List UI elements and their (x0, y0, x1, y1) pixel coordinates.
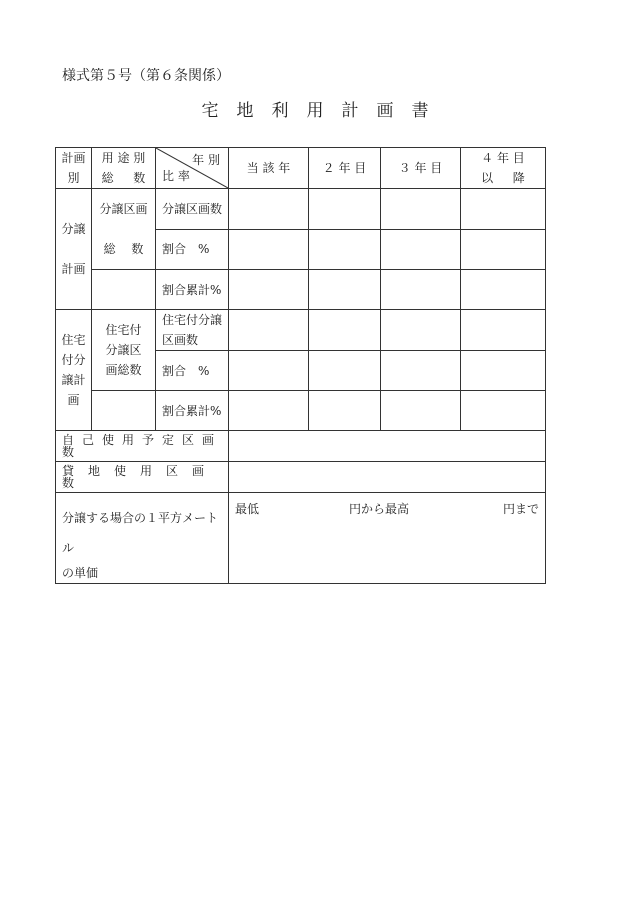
title-char: 用 (306, 101, 324, 121)
value-cell[interactable] (381, 270, 461, 310)
header-year-2: ２ 年 目 (309, 148, 381, 189)
value-cell[interactable] (461, 391, 546, 431)
value-cell[interactable] (381, 310, 461, 351)
value-cell[interactable] (309, 391, 381, 431)
sale-lot-total-label: 分譲区画 総 数 (92, 189, 156, 270)
title-char: 地 (236, 101, 254, 121)
title-char: 画 (376, 101, 394, 121)
unit-price-value[interactable] (229, 493, 546, 584)
row-label: 割合 % (156, 351, 229, 391)
header-year-3: ３ 年 目 (381, 148, 461, 189)
house-sale-lot-total-label: 住宅付 分譲区 画総数 (92, 310, 156, 391)
value-cell[interactable] (381, 391, 461, 431)
unit-price-mid: 円から最高 (349, 502, 410, 516)
lease-lots-value[interactable] (229, 462, 546, 493)
title-char: 宅 (201, 101, 219, 121)
value-cell[interactable] (461, 229, 546, 270)
document-title (0, 96, 630, 121)
value-cell[interactable] (309, 229, 381, 270)
row-label: 割合累計% (156, 391, 229, 431)
unit-price-label: 分譲する場合の１平方メートル の単価 (56, 493, 229, 584)
empty-cell (92, 391, 156, 431)
value-cell[interactable] (309, 189, 381, 230)
row-label: 住宅付分譲 区画数 (156, 310, 229, 351)
value-cell[interactable] (461, 189, 546, 230)
title-char: 利 (271, 101, 289, 121)
table-row (56, 189, 546, 230)
row-label: 分譲区画数 (156, 189, 229, 230)
value-cell[interactable] (309, 351, 381, 391)
header-ratio-label: 比 率 (162, 169, 190, 183)
house-sale-plan-label: 住宅 付分 譲計 画 (56, 310, 92, 431)
self-use-lots-value[interactable] (229, 431, 546, 462)
header-current-year: 当 該 年 (229, 148, 309, 189)
value-cell[interactable] (461, 310, 546, 351)
title-char: 計 (341, 101, 359, 121)
table-row (56, 431, 546, 462)
table-row (56, 391, 546, 431)
sale-plan-label: 分譲 計画 (56, 189, 92, 310)
header-year-label: 年 別 (192, 153, 220, 167)
title-char: 書 (411, 101, 429, 121)
form-number: 様式第５号（第６条関係） (62, 68, 230, 84)
lease-lots-label: 貸地使用区画数 (56, 462, 229, 493)
value-cell[interactable] (229, 189, 309, 230)
value-cell[interactable] (381, 351, 461, 391)
row-label: 割合 % (156, 229, 229, 270)
value-cell[interactable] (461, 270, 546, 310)
value-cell[interactable] (229, 270, 309, 310)
header-diagonal-cell (156, 148, 229, 189)
self-use-lots-label: 自己使用予定区画数 (56, 431, 229, 462)
value-cell[interactable] (229, 310, 309, 351)
value-cell[interactable] (381, 189, 461, 230)
value-cell[interactable] (229, 351, 309, 391)
value-cell[interactable] (461, 351, 546, 391)
table-row (56, 493, 546, 584)
value-cell[interactable] (309, 310, 381, 351)
table-row (56, 462, 546, 493)
header-row (56, 148, 546, 189)
land-use-plan-table (55, 147, 546, 584)
unit-price-max: 円まで (502, 502, 539, 516)
header-year-4-later: ４ 年 目 以 降 (461, 148, 546, 189)
unit-price-min: 最低 (235, 502, 260, 516)
table-row (56, 270, 546, 310)
header-plan-type: 計画 別 (56, 148, 92, 189)
value-cell[interactable] (229, 229, 309, 270)
row-label: 割合累計% (156, 270, 229, 310)
header-use-type: 用 途 別 総 数 (92, 148, 156, 189)
value-cell[interactable] (229, 391, 309, 431)
table-row (56, 310, 546, 351)
empty-cell (92, 270, 156, 310)
value-cell[interactable] (309, 270, 381, 310)
value-cell[interactable] (381, 229, 461, 270)
